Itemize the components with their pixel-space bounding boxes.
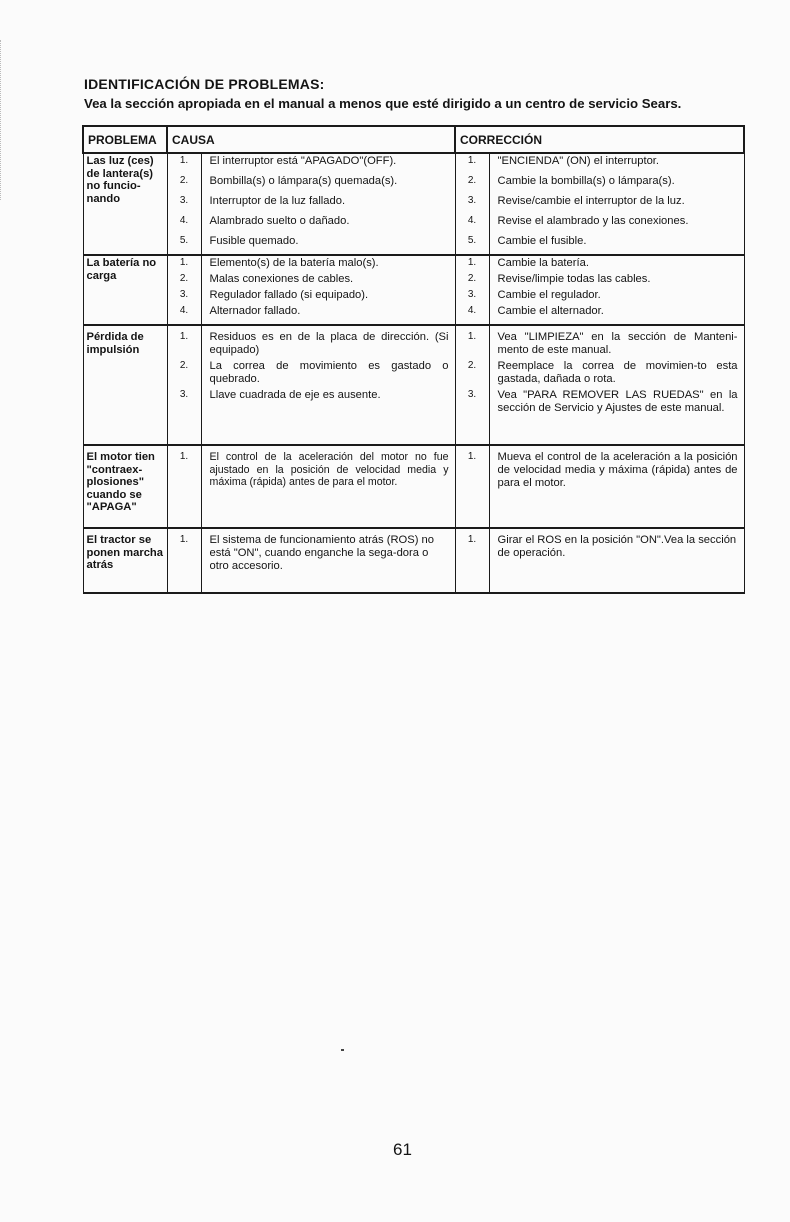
correction-text: Reemplace la correa de movimien-to esta gastada, dañada o rota. (497, 360, 738, 386)
correction-number: 4. (467, 305, 477, 316)
cause-number: 1. (179, 155, 189, 166)
problem-cell (83, 445, 167, 528)
header-cause: CAUSA (167, 126, 455, 153)
correction-numbers (455, 325, 489, 445)
correction-text: Mueva el control de la aceleración a la posición de velocidad media y máxima (rápida) antes de para el motor. (497, 451, 738, 490)
scan-speck (341, 1049, 344, 1051)
cause-texts (201, 153, 455, 255)
problem-cell (83, 153, 167, 255)
correction-number: 1. (467, 257, 477, 268)
problem-label: La batería no carga (86, 257, 157, 282)
correction-numbers (455, 153, 489, 255)
cause-number: 1. (179, 534, 189, 545)
correction-text: Cambie la bombilla(s) o lámpara(s). (497, 175, 675, 187)
cause-number: 5. (179, 235, 189, 246)
cause-number: 2. (179, 273, 189, 284)
correction-number: 2. (467, 273, 477, 284)
correction-number: 1. (467, 331, 477, 342)
correction-text: "ENCIENDA" (ON) el interruptor. (497, 155, 660, 167)
correction-number: 4. (467, 215, 477, 226)
header-problem: PROBLEMA (83, 126, 167, 153)
correction-text: Cambie el regulador. (497, 289, 601, 301)
correction-text: Revise/limpie todas las cables. (497, 273, 651, 285)
cause-texts (201, 325, 455, 445)
problem-cell (83, 528, 167, 593)
cause-number: 1. (179, 451, 189, 462)
correction-text: Revise/cambie el interruptor de la luz. (497, 195, 685, 207)
cause-number: 4. (179, 305, 189, 316)
problem-label: El tractor se ponen marcha atrás (86, 534, 163, 572)
table-row (83, 445, 744, 528)
cause-numbers (167, 325, 201, 445)
cause-text: Interruptor de la luz fallado. (209, 195, 346, 207)
cause-number: 1. (179, 331, 189, 342)
correction-numbers (455, 255, 489, 325)
cause-number: 3. (179, 389, 189, 400)
page-title: IDENTIFICACIÓN DE PROBLEMAS: (84, 76, 325, 92)
cause-text: Alambrado suelto o dañado. (209, 215, 350, 227)
cause-texts (201, 528, 455, 593)
cause-number: 4. (179, 215, 189, 226)
table-row (83, 153, 744, 255)
correction-number: 3. (467, 195, 477, 206)
cause-text: Residuos es en de la placa de dirección. (Si equipado) (209, 331, 449, 357)
correction-text: Girar el ROS en la posición "ON".Vea la sección de operación. (497, 534, 737, 560)
correction-text: Cambie la batería. (497, 257, 589, 269)
correction-text: Vea "PARA REMOVER LAS RUEDAS" en la sección de Servicio y Ajustes de este manual. (497, 389, 738, 415)
cause-number: 1. (179, 257, 189, 268)
table-row (83, 325, 744, 445)
correction-texts (489, 445, 744, 528)
correction-number: 2. (467, 360, 477, 371)
correction-texts (489, 528, 744, 593)
cause-text: Elemento(s) de la batería malo(s). (209, 257, 379, 269)
header-correction: CORRECCIÓN (455, 126, 744, 153)
cause-text: La correa de movimiento es gastado o quebrado. (209, 360, 449, 386)
cause-text: El interruptor está "APAGADO"(OFF). (209, 155, 397, 167)
cause-number: 3. (179, 195, 189, 206)
correction-texts (489, 255, 744, 325)
table-header-row (83, 126, 744, 153)
problem-label: El motor tien "contraex-plosiones" cuando se "APAGA" (86, 451, 155, 514)
scan-edge-artifact (0, 40, 2, 200)
correction-text: Vea "LIMPIEZA" en la sección de Manteni-mento de este manual. (497, 331, 738, 357)
cause-number: 2. (179, 175, 189, 186)
correction-number: 1. (467, 451, 477, 462)
table-row (83, 528, 744, 593)
cause-text: El control de la aceleración del motor no fue ajustado en la posición de velocidad media y máxima (rápida) antes de para el motor. (209, 451, 449, 488)
correction-texts (489, 153, 744, 255)
table-row (83, 255, 744, 325)
cause-number: 2. (179, 360, 189, 371)
correction-texts (489, 325, 744, 445)
problem-label: Las luz (ces) de lantera(s) no funcio-nando (86, 155, 154, 205)
correction-numbers (455, 445, 489, 528)
cause-text: Regulador fallado (si equipado). (209, 289, 369, 301)
cause-text: Llave cuadrada de eje es ausente. (209, 389, 381, 401)
cause-text: Bombilla(s) o lámpara(s) quemada(s). (209, 175, 398, 187)
cause-texts (201, 255, 455, 325)
cause-numbers (167, 255, 201, 325)
cause-texts (201, 445, 455, 528)
correction-numbers (455, 528, 489, 593)
troubleshooting-table (82, 125, 745, 594)
correction-number: 2. (467, 175, 477, 186)
correction-text: Revise el alambrado y las conexiones. (497, 215, 689, 227)
correction-text: Cambie el alternador. (497, 305, 604, 317)
correction-number: 3. (467, 389, 477, 400)
cause-text: Fusible quemado. (209, 235, 299, 247)
cause-text: Malas conexiones de cables. (209, 273, 354, 285)
page-subtitle: Vea la sección apropiada en el manual a menos que esté dirigido a un centro de servicio Sears. (84, 96, 682, 111)
correction-number: 1. (467, 534, 477, 545)
problem-cell (83, 255, 167, 325)
correction-number: 5. (467, 235, 477, 246)
cause-numbers (167, 153, 201, 255)
cause-numbers (167, 528, 201, 593)
cause-numbers (167, 445, 201, 528)
problem-cell (83, 325, 167, 445)
cause-text: Alternador fallado. (209, 305, 301, 317)
page-number: 61 (393, 1140, 412, 1159)
problem-label: Pérdida de impulsión (86, 331, 144, 356)
correction-number: 1. (467, 155, 477, 166)
cause-number: 3. (179, 289, 189, 300)
cause-text: El sistema de funcionamiento atrás (ROS) no está "ON", cuando enganche la sega-dora o otro accesorio. (209, 534, 434, 573)
correction-number: 3. (467, 289, 477, 300)
correction-text: Cambie el fusible. (497, 235, 587, 247)
